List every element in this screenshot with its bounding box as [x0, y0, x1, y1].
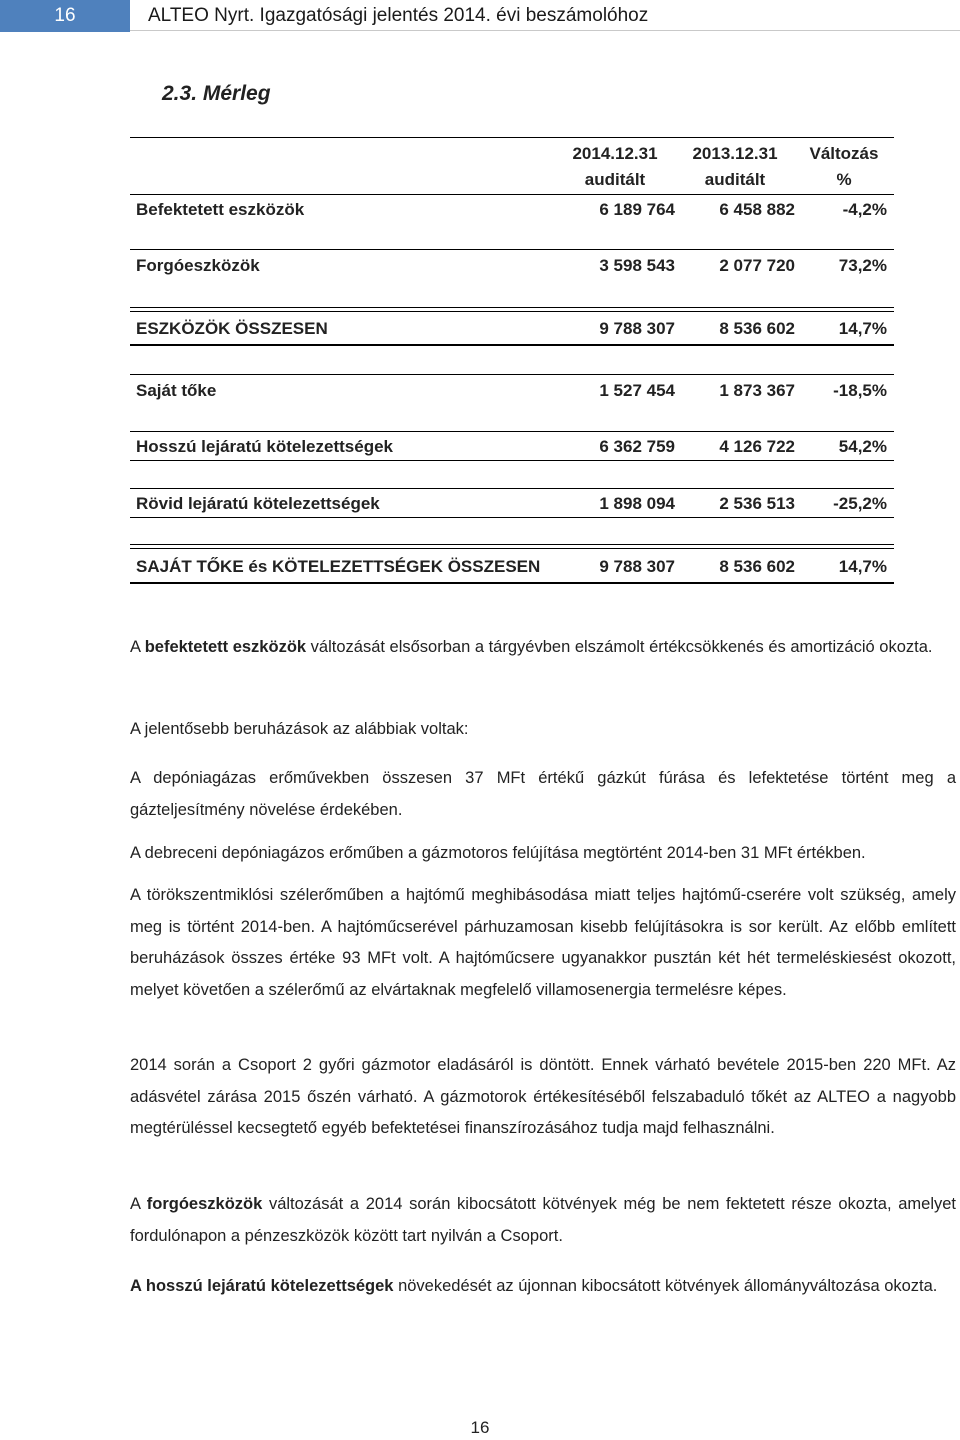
row-divider	[130, 544, 894, 545]
text-run: növekedését az újonnan kibocsátott kötvények állományváltozása okozta.	[393, 1277, 938, 1295]
row-value-2014: 6 189 764	[599, 200, 675, 219]
row-change: -25,2%	[833, 494, 887, 513]
row-value-2013: 4 126 722	[719, 437, 795, 456]
row-value-2014: 6 362 759	[599, 437, 675, 456]
text-run: változását a 2014 során kibocsátott kötvények még be nem fektetett része okozta, amelyet fordulónapon a pénzeszközök között tart nyilván a Csoport.	[130, 1195, 957, 1245]
row-label: SAJÁT TŐKE és KÖTELEZETTSÉGEK ÖSSZESEN	[136, 557, 541, 576]
row-value-2013: 2 077 720	[719, 256, 795, 275]
row-divider	[130, 374, 894, 375]
row-value-2014: 9 788 307	[599, 319, 675, 338]
row-value-2013: 8 536 602	[719, 319, 795, 338]
row-value-2014: 3 598 543	[599, 256, 675, 275]
paragraph-investments-intro: A jelentősebb beruházások az alábbiak voltak:	[130, 720, 469, 738]
footer-page-number: 16	[470, 1418, 490, 1437]
row-change: 73,2%	[838, 256, 887, 275]
row-divider	[130, 488, 894, 489]
paragraph-gas-engine-sale: 2014 során a Csoport 2 győri gázmotor eladásáról is döntött. Ennek várható bevétele 2015-ben 220 MFt. Az adásvétel zárása 2015 őszén várható. A gázmotorok értékesítéséből felszabaduló tőkét az ALTEO a nagyobb megtérüléssel kecsegtető egyéb befektetései finanszírozásához tudja majd felhasználni.	[130, 1056, 956, 1137]
row-value-2013: 8 536 602	[719, 557, 795, 576]
text-run: változását elsősorban a tárgyévben elszámolt értékcsökkenés és amortizáció okozta.	[306, 638, 933, 656]
bold-term: befektetett eszközök	[144, 638, 307, 656]
row-change: 14,7%	[838, 319, 887, 338]
paragraph-landfill-gas: A depóniagázas erőművekben összesen 37 MFt értékű gázkút fúrása és lefektetése történt meg a gázteljesítmény növelése érdekében.	[130, 769, 956, 819]
table-header-rule	[130, 194, 894, 195]
table-row	[130, 196, 894, 224]
col-header-2014-date: 2014.12.31	[572, 144, 658, 163]
row-label: ESZKÖZÖK ÖSSZESEN	[136, 319, 328, 338]
table-row	[130, 252, 894, 280]
row-label: Rövid lejáratú kötelezettségek	[136, 494, 380, 513]
section-title: 2.3. Mérleg	[162, 82, 271, 105]
row-value-2013: 1 873 367	[719, 381, 795, 400]
row-change: 54,2%	[838, 437, 887, 456]
paragraph-current-assets	[130, 1189, 956, 1252]
bold-term: forgóeszközök	[146, 1195, 263, 1213]
col-header-change: Változás	[809, 144, 879, 163]
row-change: 14,7%	[838, 557, 887, 576]
bold-term: A hosszú lejáratú kötelezettségek	[130, 1277, 394, 1295]
row-label: Hosszú lejáratú kötelezettségek	[136, 437, 393, 456]
row-value-2014: 9 788 307	[599, 557, 675, 576]
row-label: Befektetett eszközök	[136, 200, 305, 219]
row-divider	[130, 307, 894, 308]
row-change: -4,2%	[842, 200, 887, 219]
row-value-2013: 2 536 513	[719, 494, 795, 513]
row-divider	[130, 517, 894, 518]
page-header	[0, 0, 960, 32]
paragraph-fixed-assets	[130, 632, 956, 664]
paragraph-debrecen: A debreceni depóniagázos erőműben a gázmotoros felújítása megtörtént 2014-ben 31 MFt értékben.	[130, 844, 866, 862]
row-change: -18,5%	[833, 381, 887, 400]
row-divider-double	[130, 548, 894, 549]
row-divider	[130, 431, 894, 432]
row-divider	[130, 249, 894, 250]
row-value-2014: 1 527 454	[599, 381, 675, 400]
text-run: A	[130, 1195, 147, 1213]
col-header-2014-audit: auditált	[584, 170, 646, 189]
header-divider	[130, 30, 960, 31]
table-top-rule	[130, 137, 894, 138]
table-row	[130, 553, 894, 581]
col-header-2013-date: 2013.12.31	[692, 144, 778, 163]
table-row	[130, 377, 894, 405]
col-header-change-unit: %	[836, 170, 852, 189]
row-divider	[130, 344, 894, 346]
paragraph-long-term-liabilities	[130, 1271, 956, 1303]
table-row	[130, 315, 894, 343]
table-row	[130, 433, 894, 461]
row-label: Forgóeszközök	[136, 256, 260, 275]
col-header-2013-audit: auditált	[704, 170, 766, 189]
row-value-2013: 6 458 882	[719, 200, 795, 219]
header-title: ALTEO Nyrt. Igazgatósági jelentés 2014. évi beszámolóhoz	[148, 5, 649, 26]
row-value-2014: 1 898 094	[599, 494, 675, 513]
table-bottom-rule	[130, 582, 894, 584]
row-label: Saját tőke	[136, 381, 217, 400]
table-row	[130, 490, 894, 518]
paragraph-wind-farm: A törökszentmiklósi szélerőműben a hajtómű meghibásodása miatt teljes hajtómű-cserére volt szükség, amely meg is történt 2014-ben. A hajtóműcserével párhuzamosan kisebb felújításokra is sor került. Az előbb említett beruházások összes értéke 93 MFt volt. A hajtóműcsere ugyanakkor pusztán két hét termeléskiesést okozott, melyet követően a szélerőmű az elvártaknak megfelelő villamosenergia termelésre képes.	[130, 886, 956, 999]
header-page-number: 16	[0, 0, 130, 32]
row-divider-double	[130, 311, 894, 312]
row-divider	[130, 460, 894, 461]
text-run: A	[130, 638, 145, 656]
